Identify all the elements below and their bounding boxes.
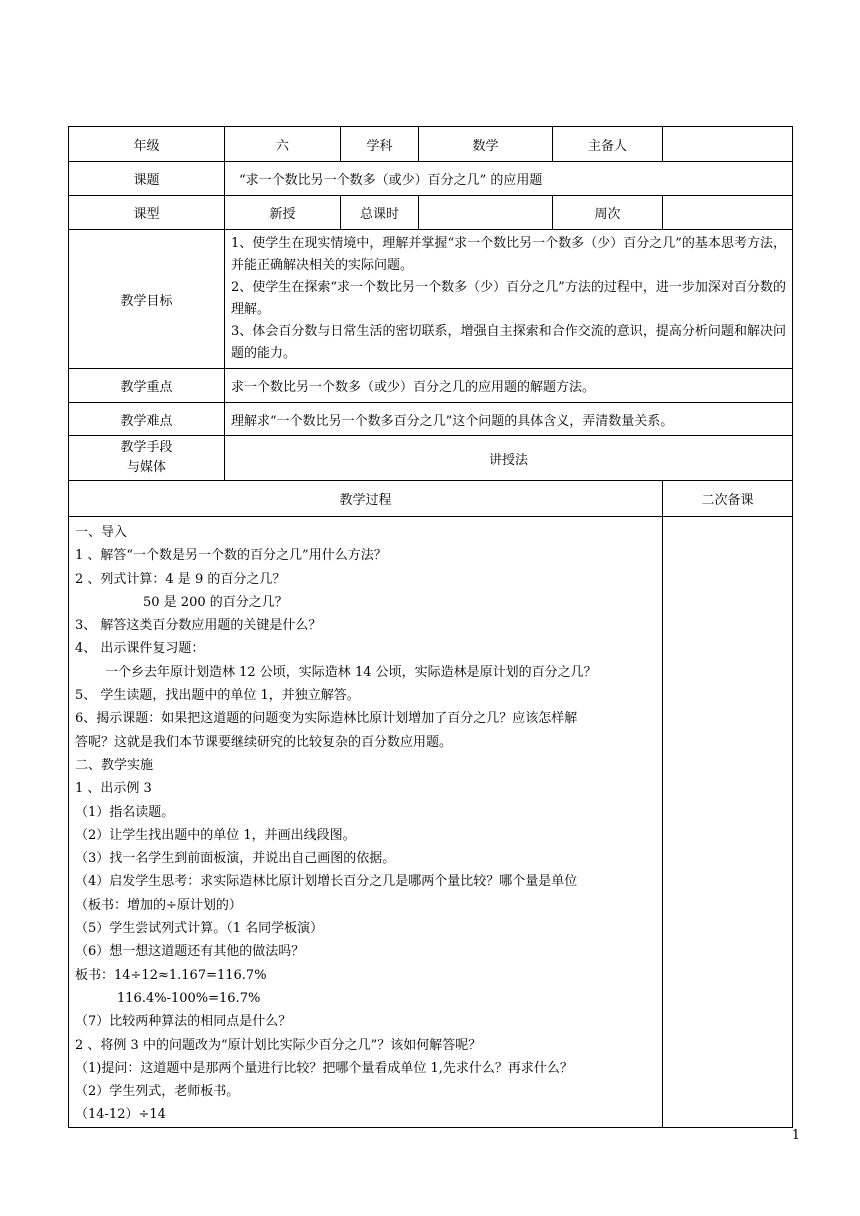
goal-item-2: 2、使学生在探索“求一个数比另一个数多（少）百分之几”方法的过程中，进一步加深对百分数的理解。 — [231, 280, 786, 317]
process-line: 一、导入 — [75, 525, 128, 540]
preparer-value — [663, 127, 793, 162]
process-line: 二、教学实施 — [75, 757, 154, 773]
topic-value: “求一个数比另一个数多（或少）百分之几” 的应用题 — [225, 162, 793, 196]
process-line: 一个乡去年原计划造林 12 公顷，实际造林 14 公顷，实际造林是原计划的百分之几？ — [105, 664, 597, 680]
media-row — [69, 436, 793, 481]
process-line: 6、揭示课题：如果把这道题的问题变为实际造林比原计划增加了百分之几？应该怎样解 — [75, 711, 578, 727]
process-line: 答呢？这就是我们本节课要继续研究的比较复杂的百分数应用题。 — [75, 734, 453, 750]
grade-label: 年级 — [69, 127, 225, 162]
grade-value: 六 — [225, 127, 341, 162]
lesson-plan-table — [68, 126, 792, 1128]
type-row — [69, 196, 793, 230]
process-line: （7）比较两种算法的相同点是什么？ — [75, 1014, 292, 1030]
media-label — [69, 436, 225, 481]
notes-header: 二次备课 — [663, 481, 793, 517]
goals-label: 教学目标 — [69, 230, 225, 369]
process-header-row — [69, 481, 793, 517]
topic-label: 课题 — [69, 162, 225, 196]
topic-row — [69, 162, 793, 196]
hours-label: 总课时 — [341, 196, 419, 230]
process-line: 116.4%-100%=16.7% — [117, 990, 261, 1006]
process-line: （1)提问：这道题中是那两个量进行比较？把哪个量看成单位 1,先求什么？再求什么？ — [75, 1060, 573, 1076]
notes-column — [663, 517, 793, 1128]
media-label-line2: 与媒体 — [126, 460, 166, 475]
process-content — [69, 517, 663, 1128]
process-line: 1 、出示例 3 — [75, 781, 152, 797]
process-line: （3）找一名学生到前面板演，并说出自己画图的依据。 — [75, 851, 396, 867]
media-value: 讲授法 — [225, 436, 793, 481]
goals-row — [69, 230, 793, 369]
type-value: 新授 — [225, 196, 341, 230]
process-line: （板书：增加的÷原计划的） — [75, 897, 242, 913]
process-row — [69, 517, 793, 1128]
page-number: 1 — [791, 1128, 800, 1143]
goal-item-1: 1、使学生在现实情境中，理解并掌握“求一个数比另一个数多（少）百分之几”的基本思考方法，并能正确解决相关的实际问题。 — [231, 236, 786, 273]
process-line: 4、 出示课件复习题： — [75, 641, 205, 657]
media-label-line1: 教学手段 — [120, 440, 173, 455]
process-line: 3、 解答这类百分数应用题的关键是什么？ — [75, 618, 322, 634]
process-line: （14-12）÷14 — [75, 1107, 166, 1123]
subject-label: 学科 — [341, 127, 419, 162]
type-label: 课型 — [69, 196, 225, 230]
difficulty-label: 教学难点 — [69, 403, 225, 436]
key-point-label: 教学重点 — [69, 369, 225, 403]
process-line: 50 是 200 的百分之几？ — [143, 594, 288, 610]
goal-item-3: 3、体会百分数与日常生活的密切联系，增强自主探索和合作交流的意识，提高分析问题和解决问题的能力。 — [231, 324, 786, 361]
week-value — [663, 196, 793, 230]
week-label: 周次 — [553, 196, 663, 230]
process-line: （1）指名读题。 — [75, 804, 175, 820]
key-point-value: 求一个数比另一个数多（或少）百分之几的应用题的解题方法。 — [225, 369, 793, 403]
process-line: 2 、列式计算：4 是 9 的百分之几？ — [75, 571, 286, 587]
header-row — [69, 127, 793, 162]
process-line: （2）学生列式，老师板书。 — [75, 1084, 240, 1100]
process-line: （6）想一想这道题还有其他的做法吗？ — [75, 944, 305, 960]
key-point-row — [69, 369, 793, 403]
process-line: 2 、将例 3 中的问题改为“原计划比实际少百分之几”？该如何解答呢？ — [75, 1037, 482, 1053]
difficulty-value: 理解求“一个数比另一个数多百分之几”这个问题的具体含义，弄清数量关系。 — [225, 403, 793, 436]
goals-content — [225, 230, 793, 369]
process-line: 板书：14÷12≈1.167=116.7% — [75, 967, 267, 983]
process-line: （2）让学生找出题中的单位 1，并画出线段图。 — [75, 827, 356, 843]
process-line: 5、 学生读题，找出题中的单位 1，并独立解答。 — [75, 688, 360, 704]
process-line: （5）学生尝试列式计算。（1 名同学板演） — [75, 921, 324, 937]
preparer-label: 主备人 — [553, 127, 663, 162]
process-line: （4）启发学生思考：求实际造林比原计划增长百分之几是哪两个量比较？哪个量是单位 — [75, 874, 578, 890]
subject-value: 数学 — [419, 127, 553, 162]
process-header: 教学过程 — [69, 481, 663, 517]
hours-value — [419, 196, 553, 230]
difficulty-row — [69, 403, 793, 436]
process-line: 1 、解答“一个数是另一个数的百分之几”用什么方法？ — [75, 548, 387, 564]
